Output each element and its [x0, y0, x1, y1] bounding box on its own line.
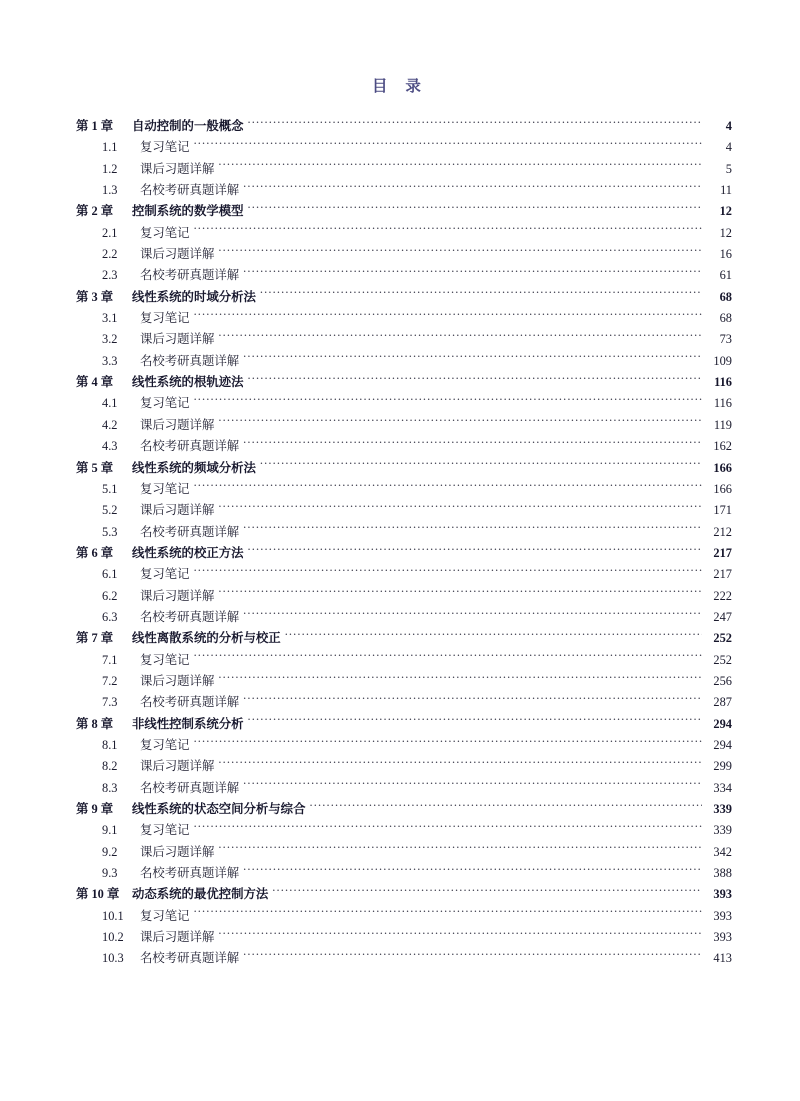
toc-entry-label: 非线性控制系统分析 — [132, 716, 244, 731]
toc-chapter-row[interactable] — [76, 372, 732, 393]
toc-entry-number: 第 8 章 — [76, 716, 114, 731]
toc-entry-number: 2.3 — [102, 268, 118, 283]
toc-entry-number: 第 9 章 — [76, 802, 114, 816]
toc-entry-page-number: 116 — [714, 375, 732, 390]
dot-leader — [194, 395, 702, 407]
toc-entry-number: 9.3 — [102, 866, 118, 881]
toc-section-row[interactable] — [76, 159, 732, 180]
toc-entry-number: 2.1 — [102, 225, 118, 240]
toc-chapter-row[interactable] — [76, 458, 732, 479]
toc-entry-page-number: 287 — [713, 695, 732, 710]
toc-section-row[interactable] — [76, 778, 732, 799]
dot-leader — [243, 609, 702, 621]
toc-entry-number: 第 10 章 — [76, 887, 120, 902]
toc-entry-number: 10.3 — [102, 951, 124, 966]
dot-leader — [248, 374, 702, 386]
toc-entry-label: 复习笔记 — [140, 140, 190, 155]
dot-leader — [218, 331, 702, 343]
toc-section-row[interactable] — [76, 948, 732, 969]
toc-chapter-row[interactable] — [76, 287, 732, 308]
toc-entry-number: 8.3 — [102, 780, 118, 795]
toc-section-row[interactable] — [76, 265, 732, 286]
toc-entry-page-number: 334 — [713, 780, 732, 795]
toc-entry-label: 复习笔记 — [140, 823, 190, 838]
dot-leader — [243, 950, 702, 962]
toc-section-row[interactable] — [76, 244, 732, 265]
toc-entry-page-number: 252 — [713, 652, 732, 667]
toc-entry-label: 动态系统的最优控制方法 — [132, 887, 269, 902]
toc-entry-page-number: 73 — [719, 332, 732, 347]
dot-leader — [248, 715, 702, 727]
toc-entry-number: 8.2 — [102, 759, 118, 774]
toc-entry-label: 课后习题详解 — [140, 417, 215, 432]
toc-entry-page-number: 171 — [713, 503, 732, 518]
toc-entry-page-number: 212 — [713, 524, 732, 539]
toc-entry-page-number: 252 — [713, 631, 732, 646]
dot-leader — [218, 502, 702, 514]
toc-entry-label: 线性系统的根轨迹法 — [132, 375, 244, 390]
toc-section-row[interactable] — [76, 842, 732, 863]
toc-section-row[interactable] — [76, 607, 732, 628]
toc-section-row[interactable] — [76, 735, 732, 756]
dot-leader — [243, 779, 702, 791]
dot-leader — [194, 651, 702, 663]
toc-entry-number: 7.3 — [102, 695, 118, 710]
toc-chapter-row[interactable] — [76, 628, 732, 649]
toc-entry-label: 线性系统的时域分析法 — [132, 289, 256, 304]
toc-entry-page-number: 393 — [713, 930, 732, 945]
toc-entry-label: 线性离散系统的分析与校正 — [132, 631, 281, 646]
toc-section-row[interactable] — [76, 863, 732, 884]
toc-entry-page-number: 413 — [713, 951, 732, 966]
dot-leader — [248, 118, 702, 130]
toc-entry-number: 4.3 — [102, 439, 118, 454]
toc-entry-number: 第 1 章 — [76, 119, 114, 133]
toc-section-row[interactable] — [76, 671, 732, 692]
toc-entry-number: 第 5 章 — [76, 460, 114, 475]
toc-entry-number: 1.3 — [102, 183, 118, 198]
toc-entry-page-number: 256 — [713, 673, 732, 688]
toc-entry-label: 课后习题详解 — [140, 332, 215, 347]
toc-section-row[interactable] — [76, 906, 732, 927]
dot-leader — [248, 203, 702, 215]
toc-entry-page-number: 116 — [713, 396, 732, 411]
toc-entry-page-number: 247 — [713, 609, 732, 624]
dot-leader — [218, 758, 702, 770]
toc-chapter-row[interactable] — [76, 201, 732, 222]
page-title: 目 录 — [372, 78, 428, 95]
toc-entry-page-number: 12 — [719, 225, 732, 240]
toc-section-row[interactable] — [76, 927, 732, 948]
toc-entry-label: 课后习题详解 — [140, 844, 215, 859]
toc-entry-label: 名校考研真题详解 — [140, 780, 240, 795]
toc-entry-label: 课后习题详解 — [140, 930, 215, 945]
toc-entry-page-number: 294 — [713, 737, 732, 752]
toc-entry-label: 线性系统的状态空间分析与综合 — [132, 802, 306, 816]
toc-section-row[interactable] — [76, 415, 732, 436]
toc-chapter-row[interactable] — [76, 116, 732, 137]
toc-entry-label: 复习笔记 — [140, 311, 190, 326]
dot-leader — [260, 459, 702, 471]
toc-entry-label: 课后习题详解 — [140, 673, 215, 688]
toc-entry-label: 课后习题详解 — [140, 161, 215, 176]
dot-leader — [272, 886, 702, 898]
toc-entry-label: 名校考研真题详解 — [140, 609, 240, 624]
toc-entry-label: 课后习题详解 — [140, 588, 215, 603]
toc-entry-number: 8.1 — [102, 737, 118, 752]
toc-entry-number: 7.1 — [102, 652, 118, 667]
toc-entry-number: 7.2 — [102, 673, 118, 688]
toc-entry-page-number: 162 — [713, 439, 732, 454]
dot-leader — [260, 288, 702, 300]
dot-leader — [218, 416, 702, 428]
dot-leader — [218, 587, 702, 599]
dot-leader — [243, 182, 702, 194]
dot-leader — [243, 352, 702, 364]
toc-entry-number: 4.1 — [102, 396, 118, 411]
toc-section-row[interactable] — [76, 180, 732, 201]
toc-section-row[interactable] — [76, 351, 732, 372]
toc-entry-page-number: 299 — [713, 759, 732, 774]
toc-entry-number: 6.2 — [102, 588, 118, 603]
dot-leader — [218, 929, 702, 941]
toc-entry-label: 复习笔记 — [140, 737, 190, 752]
dot-leader — [248, 544, 702, 556]
toc-entry-page-number: 68 — [719, 289, 732, 304]
dot-leader — [309, 801, 702, 813]
toc-entry-label: 名校考研真题详解 — [140, 866, 240, 881]
toc-entry-page-number: 5 — [725, 161, 732, 176]
toc-entry-page-number: 388 — [713, 866, 732, 881]
dot-leader — [243, 438, 702, 450]
dot-leader — [194, 139, 702, 151]
toc-entry-label: 课后习题详解 — [140, 247, 215, 262]
toc-entry-page-number: 119 — [713, 417, 732, 432]
dot-leader — [218, 246, 702, 258]
toc-entry-label: 线性系统的校正方法 — [132, 545, 244, 560]
toc-entry-page-number: 339 — [713, 802, 732, 816]
dot-leader — [243, 267, 702, 279]
toc-chapter-row[interactable] — [76, 799, 732, 820]
toc-section-row[interactable] — [76, 329, 732, 350]
toc-entry-number: 9.1 — [102, 823, 118, 838]
toc-entry-number: 10.2 — [102, 930, 124, 945]
toc-entry-number: 第 2 章 — [76, 204, 114, 219]
toc-entry-label: 课后习题详解 — [140, 759, 215, 774]
toc-chapter-row[interactable] — [76, 714, 732, 735]
toc-entry-number: 6.3 — [102, 609, 118, 624]
dot-leader — [218, 160, 702, 172]
toc-section-row[interactable] — [76, 586, 732, 607]
toc-entry-page-number: 11 — [720, 183, 732, 198]
toc-entry-number: 3.2 — [102, 332, 118, 347]
toc-entry-label: 控制系统的数学模型 — [132, 204, 244, 219]
toc-entry-number: 4.2 — [102, 417, 118, 432]
toc-section-row[interactable] — [76, 756, 732, 777]
toc-entry-page-number: 342 — [713, 844, 732, 859]
toc-section-row[interactable] — [76, 436, 732, 457]
toc-entry-label: 名校考研真题详解 — [140, 353, 240, 368]
toc-entry-number: 5.1 — [102, 481, 118, 496]
table-of-contents-list — [76, 116, 732, 970]
toc-entry-number: 1.2 — [102, 161, 118, 176]
toc-chapter-row[interactable] — [76, 884, 732, 905]
toc-section-row[interactable] — [76, 820, 732, 841]
toc-entry-label: 复习笔记 — [140, 908, 190, 923]
toc-entry-label: 自动控制的一般概念 — [132, 119, 244, 133]
toc-entry-number: 9.2 — [102, 844, 118, 859]
toc-entry-label: 复习笔记 — [140, 225, 190, 240]
toc-entry-label: 课后习题详解 — [140, 503, 215, 518]
toc-entry-page-number: 217 — [713, 567, 732, 582]
toc-entry-number: 3.1 — [102, 311, 118, 326]
toc-entry-number: 2.2 — [102, 247, 118, 262]
toc-entry-number: 5.3 — [102, 524, 118, 539]
toc-entry-number: 3.3 — [102, 353, 118, 368]
toc-entry-number: 第 4 章 — [76, 375, 114, 390]
toc-entry-page-number: 16 — [719, 247, 732, 262]
toc-entry-label: 复习笔记 — [140, 481, 190, 496]
dot-leader — [285, 630, 702, 642]
toc-entry-label: 名校考研真题详解 — [140, 268, 240, 283]
toc-entry-number: 第 7 章 — [76, 631, 114, 646]
dot-leader — [218, 673, 702, 685]
toc-entry-label: 名校考研真题详解 — [140, 951, 240, 966]
toc-entry-page-number: 4 — [725, 140, 732, 155]
dot-leader — [243, 865, 702, 877]
toc-section-row[interactable] — [76, 522, 732, 543]
toc-section-row[interactable] — [76, 223, 732, 244]
toc-section-row[interactable] — [76, 479, 732, 500]
toc-entry-number: 5.2 — [102, 503, 118, 518]
toc-entry-page-number: 222 — [713, 588, 732, 603]
toc-section-row[interactable] — [76, 692, 732, 713]
toc-entry-label: 名校考研真题详解 — [140, 183, 240, 198]
toc-section-row[interactable] — [76, 500, 732, 521]
dot-leader — [194, 310, 702, 322]
toc-entry-page-number: 166 — [713, 460, 732, 475]
toc-entry-page-number: 12 — [719, 204, 732, 219]
dot-leader — [194, 480, 702, 492]
toc-entry-number: 第 3 章 — [76, 289, 114, 304]
toc-section-row[interactable] — [76, 393, 732, 414]
dot-leader — [243, 694, 702, 706]
toc-section-row[interactable] — [76, 137, 732, 158]
dot-leader — [194, 224, 702, 236]
dot-leader — [218, 843, 702, 855]
dot-leader — [194, 737, 702, 749]
toc-entry-label: 复习笔记 — [140, 396, 190, 411]
toc-section-row[interactable] — [76, 308, 732, 329]
toc-section-row[interactable] — [76, 650, 732, 671]
toc-entry-label: 复习笔记 — [140, 652, 190, 667]
toc-entry-label: 名校考研真题详解 — [140, 524, 240, 539]
toc-section-row[interactable] — [76, 564, 732, 585]
toc-entry-page-number: 4 — [725, 119, 732, 133]
toc-entry-page-number: 166 — [713, 481, 732, 496]
toc-entry-page-number: 68 — [719, 311, 732, 326]
dot-leader — [194, 822, 702, 834]
toc-entry-page-number: 61 — [719, 268, 732, 283]
dot-leader — [194, 566, 702, 578]
toc-entry-page-number: 109 — [713, 353, 732, 368]
toc-entry-page-number: 393 — [713, 887, 732, 902]
dot-leader — [194, 907, 702, 919]
toc-entry-number: 6.1 — [102, 567, 118, 582]
toc-entry-number: 第 6 章 — [76, 545, 114, 560]
toc-entry-page-number: 339 — [713, 823, 732, 838]
dot-leader — [243, 523, 702, 535]
toc-chapter-row[interactable] — [76, 543, 732, 564]
toc-entry-page-number: 294 — [713, 716, 732, 731]
toc-entry-label: 名校考研真题详解 — [140, 439, 240, 454]
toc-entry-number: 1.1 — [102, 140, 118, 155]
toc-entry-label: 线性系统的频域分析法 — [132, 460, 256, 475]
toc-entry-page-number: 217 — [713, 545, 732, 560]
toc-entry-page-number: 393 — [713, 908, 732, 923]
toc-entry-label: 复习笔记 — [140, 567, 190, 582]
toc-entry-number: 10.1 — [102, 908, 124, 923]
toc-entry-label: 名校考研真题详解 — [140, 695, 240, 710]
